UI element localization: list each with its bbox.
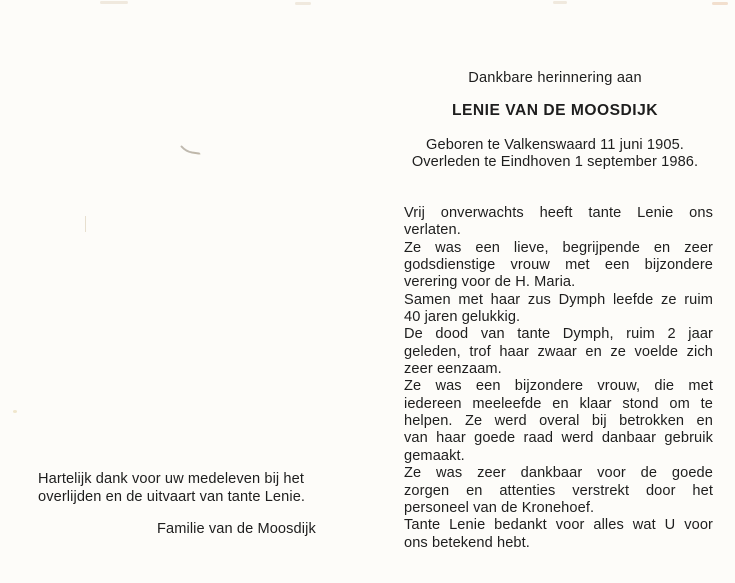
memorial-text-line: Ze was een lieve, begrijpende en zeer (404, 239, 713, 256)
memorial-text-line: geleden, trof haar zwaar en ze voelde zich (404, 343, 713, 360)
memorial-text-line: verlaten. (404, 222, 461, 239)
memorial-text-line: iedereen meeleefde en klaar stond om te (404, 395, 713, 412)
memorial-text-line: godsdienstige vrouw met een bijzondere (404, 257, 713, 274)
scan-edge-artifact (100, 1, 128, 4)
heading-block (404, 70, 706, 172)
birth-line: Geboren te Valkenswaard 11 juni 1905. (426, 137, 684, 153)
memorial-text-line: verering voor de H. Maria. (404, 274, 576, 291)
scan-edge-artifact (712, 2, 728, 5)
scan-edge-artifact (295, 2, 311, 5)
memorial-text-line: van haar goede raad werd danbaar gebruik (404, 430, 713, 447)
memorial-text-line: personeel van de Kronehoef. (404, 499, 595, 516)
death-line: Overleden te Eindhoven 1 september 1986. (411, 154, 699, 171)
memorial-text (404, 205, 713, 552)
memorial-text-line: Tante Lenie bedankt voor alles wat U voor (404, 517, 713, 534)
thanks-line-1: Hartelijk dank voor uw medeleven bij het (38, 471, 305, 487)
scan-edge-artifact (553, 1, 567, 4)
scan-speck-artifact (13, 410, 17, 413)
scan-smudge-mark (180, 145, 202, 157)
memorial-text-line: Vrij onverwachts heeft tante Lenie ons (404, 205, 713, 221)
memorial-text-line: Ze was zeer dankbaar voor de goede (404, 465, 713, 482)
deceased-name: LENIE VAN DE MOOSDIJK (451, 102, 659, 119)
memorial-text-line: 40 jaren gelukkig. (404, 309, 521, 326)
memorial-text-line: helpen. Ze werd overal bij betrokken en (404, 413, 713, 430)
memorial-text-line: Samen met haar zus Dymph leefde ze ruim (404, 291, 713, 308)
memorial-text-line: zeer eenzaam. (404, 361, 502, 378)
scan-scratch-artifact (85, 216, 86, 232)
acknowledgement-block (38, 471, 334, 506)
memorial-text-line: gemaakt. (404, 447, 465, 464)
signature-line: Familie van de Moosdijk (157, 521, 316, 537)
memorial-text-line: De dood van tante Dymph, ruim 2 jaar (404, 326, 713, 343)
memorial-text-line: zorgen en attenties verstrekt door het (404, 482, 713, 499)
thanks-line-2: overlijden en de uitvaart van tante Lenie. (38, 488, 306, 505)
memorial-text-line: Ze was een bijzondere vrouw, die met (404, 378, 713, 395)
memorial-text-line: ons betekend hebt. (404, 534, 530, 551)
intro-line: Dankbare herinnering aan (468, 70, 642, 86)
